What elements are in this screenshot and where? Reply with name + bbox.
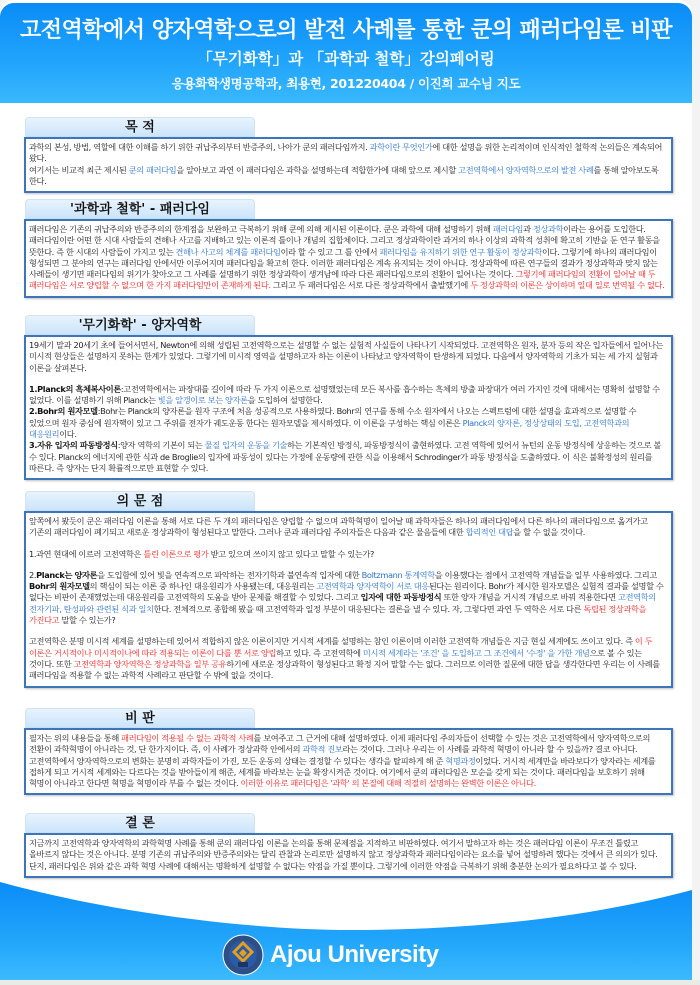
bold-text: 입자에 대한 파동방정식 — [360, 592, 442, 603]
section-title: '무기화학' - 양자역학 — [25, 315, 255, 336]
text: 과 — [523, 224, 533, 234]
question-1 — [29, 549, 668, 560]
paragraph — [29, 142, 668, 165]
highlight-red: 그렇기에 패러다임의 전환이 일어날 때 두 패러다임은 서로 양립할 수 없으며 한 가지 패러다임만이 존재하게 된다. — [29, 269, 656, 291]
text: 라는 것이다. 그러나 우리는 이 사례를 과학적 혁명이 아니라 할 수 있을까? 결코 아니다. 고전역학에서 양자역학으로의 변화는 분명히 과학자들이 가진, 모든 운동의 상태는 결정할 수 있다는 생각을 탈피하게 해 준 — [29, 744, 638, 766]
list-item — [29, 440, 668, 474]
text: 이었다. 거시적 세계만을 바라보다가 양자라는 세계를 접하게 되고 거시적 세계와는 다르다는 것을 받아들이게 해준, 세계를 바라보는 눈을 확장시켜준 것이다. 여기에서 쿤의 패러다임은 모순을 갖게 되는 것이다. 패러다임을 보호하기 위해 혁명이 아니라고 한다면 혁명을 혁명이라 부를 수 없는 것이다. — [29, 755, 656, 789]
text: 앞쪽에서 봤듯이 쿤은 패러다임 이론을 통해 서로 다른 두 개의 패러다임은 양립할 수 없으며 과학혁명이 일어날 때 과학자들은 하나의 패러다임에서 다른 하나의 패러다임으로 옮겨가고 기존의 패러다임이 폐기되고 새로운 정상과학이 형성된다고 말한다. 그러나 쿤과 패러다임 주의자들은 다음과 같은 물음들에 대한 — [29, 516, 648, 538]
highlight-blue: 정상과학 — [532, 224, 564, 234]
text: 를 보여주고 그 근거에 대해 설명하였다. 이제 패러다임 주의자들이 선택할 수 있는 것은 고전역학에서 양자역학으로의 전환이 과학혁명이 아니라는 것, 단 한가지이다. 즉, 이 사례가 정상과학 안에서의 — [29, 733, 651, 755]
section-body — [24, 511, 673, 688]
highlight-blue: 패러다임 — [492, 224, 524, 234]
highlight-red: 이 두 이론은 거시적이나 미시적이나에 따라 적용되는 이론이 다를 뿐 서로 양립 — [29, 636, 653, 658]
highlight-blue: 견해나 사고의 체계를 패러다임 — [175, 246, 281, 257]
highlight-blue: Boltzmann 통계역학 — [361, 569, 435, 580]
section-title: '과학과 철학' - 패러다임 — [25, 199, 255, 220]
section-title: 비 판 — [25, 708, 255, 729]
section-body — [24, 728, 673, 795]
section-body — [24, 833, 673, 878]
highlight-red: 독립된 정상과학을 가진다고 — [29, 603, 647, 626]
item-label: 1.Planck의 흑체복사이론 — [29, 383, 121, 394]
highlight-blue: 빛을 알갱이로 보는 양자론 — [157, 395, 248, 406]
page-margin-right — [692, 0, 700, 985]
highlight-blue: 과학이란 무엇인가 — [369, 142, 433, 152]
text: 말할 수 있는가? — [59, 615, 116, 626]
highlight-blue: 미시적 세계라는 '조건' 을 도입하고 그 조건에서 '수정' 을 가한 개념 — [362, 647, 590, 658]
answer-paragraph — [29, 636, 668, 681]
highlight-blue: 물질 입자의 운동을 기술 — [204, 440, 288, 451]
text: 이다. — [59, 429, 77, 440]
highlight-blue: Planck의 양자론, 정상상태의 도입, 고전역학과의 대응원리 — [29, 417, 630, 440]
highlight-blue: 고전역학의 전자기파, 탄성파와 관련된 식과 일치 — [29, 592, 656, 614]
highlight-red: 틀린 이론으로 평가 — [143, 548, 209, 559]
text: 그리고 두 패러다임은 서로 다른 정상과학에서 출발했기에 — [270, 280, 471, 291]
text: 또한 양자 개념을 거시적 개념으로 바꿔 적용한다면 — [441, 592, 619, 603]
paragraph — [29, 516, 668, 539]
paragraph — [29, 224, 668, 292]
highlight-blue: 패러다임을 유지하기 위한 연구 활동이 정상과학 — [379, 246, 542, 257]
highlight-blue: 과학적 진보 — [302, 744, 343, 755]
text: 으로 볼 수 있는 것이다. 또한 — [29, 647, 642, 669]
bold-text: Planck는 양자론 — [36, 569, 98, 580]
highlight-blue: 혁명과정 — [445, 755, 476, 766]
ajou-university-seal-icon — [222, 934, 264, 976]
paragraph: 19세기 말과 20세기 초에 들어서면서, Newton에 의해 성립된 고전역학으로는 설명할 수 없는 실험적 사실들이 나타나기 시작되었다. 고전역학은 원자, 분자 등의 작은 입자들에서 일어나는 미시적 현상들은 설명하지 못하는 한계가 있었다. 그렇기에 미시적 영역을 설명하고자 하는 이론이 나타났고 양자역학이 탄생하게 되었다. 다음에서 양자역학의 기초가 되는 세 가지 실험과 이론을 살펴본다. — [29, 340, 664, 373]
text: 필자는 위의 내용들을 통해 — [29, 733, 122, 743]
poster-title: 고전역학에서 양자역학으로의 발전 사례를 통한 쿤의 패러다임론 비판 — [20, 18, 672, 43]
question-2 — [29, 570, 668, 626]
highlight-blue: 쿤의 패러다임 — [128, 164, 177, 175]
highlight-blue: 합리적인 대답 — [465, 527, 514, 538]
text: 2. — [29, 569, 37, 580]
section-body — [24, 137, 673, 193]
text: 이라는 용어를 도입한다. 패러다임이란 어떤 한 시대 사람들의 견해나 사고를 지배하고 있는 이론적 틀이나 개념의 집합체이다. 그리고 정상과학이란 과거의 하나 이상의 과학적 성취에 확고히 기반을 둔 연구 활동을 뜻한다. 즉 한 시대의 사람들이 가지고 있는 — [29, 224, 660, 257]
text: :Bohr는 Planck의 양자론을 원자 구조에 처음 성공적으로 사용하였다. Bohr의 연구를 통해 수소 원자에서 나오는 스펙트럼에 대한 설명을 효과적으로 설명할 수 있었으며 원자 중심에 원자핵이 있고 그 주위를 전자가 궤도운동 한다는 원자모델을 제시하였다. 이 이론을 구성하는 핵심 이론은 — [29, 406, 637, 428]
highlight-red: 고전역학과 양자역학은 정상과학을 일부 공유 — [73, 658, 227, 669]
section-body — [24, 219, 673, 298]
text: 를 통해 알아보도록 한다. — [29, 164, 659, 186]
highlight-red: 이러한 이유로 패러다임은 '과학' 의 본질에 대해 적절히 설명하는 완벽한 이론은 아니다. — [240, 778, 536, 789]
poster-author-line: 응용화학생명공학과, 최용현, 201220404 / 이진희 교수님 지도 — [171, 76, 521, 91]
text: 하는 기본적인 방정식, 파동방정식이 출현하였다. 고전 역학에 있어서 뉴턴의 운동 방정식에 상응하는 것으로 볼 수 있다. Planck의 에너지에 관한 식과 de Broglie의 입자에 파동성이 있다는 가정에 운동량에 관한 식을 이용해서 Schrodinger가 파동 방정식을 도출하였다. 이 식은 불확정성의 원리를 따른다. 즉 양자는 단지 확률적으로만 표현할 수 있다. — [29, 440, 662, 473]
item-label: 3.자유 입자의 파동방정식 — [29, 440, 118, 451]
text: 고전역학은 분명 미시적 세계를 설명하는데 있어서 적합하지 않은 이론이지만 거시적 세계를 설명하는 참인 이론이며 이러한 고전역학 개념들은 지금 현실 세계에도 쓰이고 있다. 즉 — [29, 636, 635, 647]
text: 이라 할 수 있고 그 틀 안에서 — [280, 246, 380, 257]
paragraph — [29, 165, 668, 188]
highlight-blue: 고전역학에서 양자역학으로의 발전 사례 — [458, 164, 594, 175]
section-body — [24, 335, 673, 480]
bold-text: Bohr의 원자모델 — [29, 581, 90, 592]
university-name: Ajou University — [270, 941, 439, 968]
text: 패러다임은 기존의 귀납주의와 반증주의의 한계점을 보완하고 극복하기 위해 쿤에 의해 제시된 이론이다. 쿤은 과학에 대해 설명하기 위해 — [29, 224, 493, 234]
page-margin-bottom — [0, 980, 700, 985]
text: 의 핵심이 되는 이론 중 하나인 대응원리가 사용됐는데, 대응원리는 — [89, 581, 317, 592]
text: 이다. 그렇기에 하나의 패러다임이 형성되면 그 분야의 연구는 패러다임 안에서만 이루어지며 패러다임을 확고히 한다. 이러한 패러다임은 계속 유지되는 것이 아니다. 정상과학에 따른 연구들의 결과가 정상과학과 맞지 않는 사례들이 생기면 패러다임의 위기가 찾아오고 그 사례를 설명하기 위한 정상과학이 생겨남에 따라 다른 패러다임으로의 전환이 일어나는 것이다. — [29, 246, 658, 280]
poster-header — [0, 3, 692, 103]
item-label: 2.Bohr의 원자모델 — [29, 406, 98, 417]
section-title: 결 론 — [25, 813, 255, 834]
text: 에 대한 설명을 위한 논리적이며 인식적인 철학적 논의들은 계속되어 왔다. — [29, 142, 663, 164]
highlight-red: 패러다임이 적용될 수 없는 과학적 사례 — [121, 733, 254, 743]
paragraph: 지금까지 고전역학과 양자역학의 과학혁명 사례를 통해 쿤의 패러다임 이론을 논의를 통해 문제점을 지적하고 비판하였다. 여기서 말하고자 하는 것은 패러다임 이론이 무조건 틀렸고 올바르지 않다는 것은 아니다. 분명 기존의 귀납주의와 반증주의와는 달리 관찰과 논리로만 설명하지 않고 정상과학과 패러다임이라는 요소를 넣어 설명하려 했다는 것에서 큰 의의가 있다. 단지, 패러다임은 위와 같은 과학 혁명 사례에 대해서는 명확하게 설명할 수 없다는 약점을 가질 뿐이다. 그렇기에 이러한 약점을 극복하기 위해 충분한 논의가 필요하다고 볼 수 있다. — [29, 838, 658, 871]
text: 과학의 본성, 방법, 역할에 대한 이해를 하기 위한 귀납주의부터 반증주의, 나아가 쿤의 패러다임까지. — [29, 142, 370, 152]
section-title: 목 적 — [25, 117, 255, 138]
text: :고전역학에서는 파장대를 길이에 따라 두 가지 이론으로 설명했었는데 모든 복사를 흡수하는 흑체의 방출 파장대가 여러 가지인 것에 대해서는 명확히 설명할 수 없었다. 이를 설명하기 위해 Planck는 — [29, 383, 660, 406]
text: 하고 있다. 즉 고전역학에 — [276, 647, 363, 658]
text: 받고 있으며 쓰이지 않고 있다고 말할 수 있는가? — [208, 548, 375, 559]
list-item — [29, 384, 668, 407]
text: 을 도입함에 있어 빛을 연속적으로 파악하는 전자기학과 불연속적 입자에 대한 — [97, 569, 362, 580]
highlight-blue: 고전역학과 양자역학이 서로 대응 — [316, 581, 429, 592]
text: 된다는 원리이다. Bohr가 제시한 원자모델은 실험적 결과를 설명할 수 없다는 비판이 존재했었는데 대응원리를 고전역학의 도움을 받아 문제를 해결할 수 있었다. 그리고 — [29, 581, 664, 603]
text: 하기에 새로운 정상과학이 형성된다고 확정 지어 말할 수는 없다. 그러므로 이러한 질문에 대한 답을 생각한다면 우리는 이 사례를 패러다임을 적용할 수 없는 과학적 사례라고 판단할 수 밖에 없을 것이다. — [29, 658, 660, 681]
text: 을 알아보고 과연 이 패러다임은 과학을 설명하는데 적합한가에 대해 앞으로 제시할 — [176, 164, 459, 175]
highlight-red: 두 정상과학의 이론은 상이하며 일대 일로 번역될 수 없다. — [470, 280, 665, 291]
footer-brand — [222, 935, 439, 975]
poster-subtitle: 「무기화학」과 「과학과 철학」강의페어링 — [197, 50, 495, 68]
paragraph — [29, 733, 668, 789]
text: 을 이용했다는 점에서 고전역학 개념들을 일부 사용하였다. 그리고 — [434, 569, 657, 580]
text: 한다. 전체적으로 종합해 봤을 때 고전역학과 일정 부분이 대응된다는 결론을 낼 수 있다. 자, 그렇다면 과연 두 역학은 서로 다른 — [153, 603, 584, 614]
text: 을 할 수 없을 것이다. — [513, 527, 586, 538]
list-item — [29, 406, 668, 440]
text: 1.과연 현대에 이르러 고전역학은 — [29, 548, 144, 559]
section-title: 의 문 점 — [25, 491, 255, 512]
text: :양자 역학의 기본이 되는 — [117, 440, 205, 451]
text: 을 도입하여 설명한다. — [247, 395, 323, 406]
text: 여기서는 비교적 최근 제시된 — [29, 164, 129, 175]
